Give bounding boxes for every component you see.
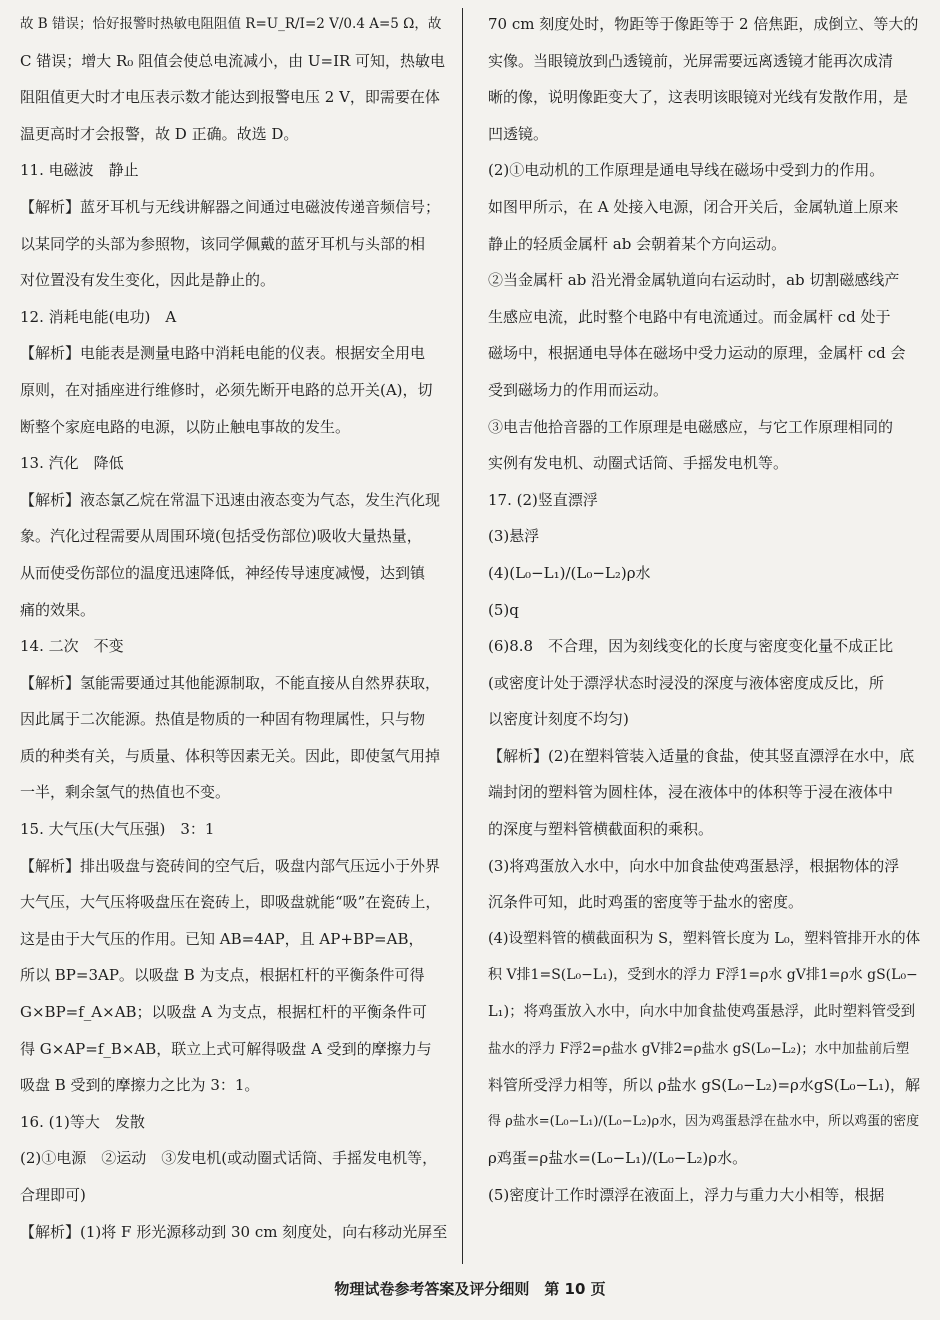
text-line: 质的种类有关，与质量、体积等因素无关。因此，即使氢气用掉 bbox=[20, 746, 441, 765]
text-line: 【解析】氢能需要通过其他能源制取，不能直接从自然界获取， bbox=[20, 673, 441, 692]
text-line: 实例有发电机、动圈式话筒、手摇发电机等。 bbox=[488, 454, 789, 473]
text-line: 以某同学的头部为参照物，该同学佩戴的蓝牙耳机与头部的相 bbox=[20, 234, 426, 253]
text-line: 这是由于大气压的作用。已知 AB=4AP，且 AP+BP=AB， bbox=[20, 929, 424, 948]
text-line: 一半，剩余氢气的热值也不变。 bbox=[20, 783, 231, 802]
text-line: ③电吉他拾音器的工作原理是电磁感应，与它工作原理相同的 bbox=[488, 417, 894, 436]
text-line: 14. 二次 不变 bbox=[20, 637, 124, 656]
text-line: 16. (1)等大 发散 bbox=[20, 1112, 145, 1131]
text-line: 温更高时才会报警，故 D 正确。故选 D。 bbox=[20, 124, 299, 143]
left-column bbox=[20, 6, 452, 1250]
text-line: 积 V排1=S(L₀−L₁)，受到水的浮力 F浮1=ρ水 gV排1=ρ水 gS(L₀− bbox=[488, 967, 918, 984]
text-line: 吸盘 B 受到的摩擦力之比为 3：1。 bbox=[20, 1076, 260, 1095]
text-line: 实像。当眼镜放到凸透镜前，光屏需要远离透镜才能再次成清 bbox=[488, 51, 894, 70]
text-line: 如图甲所示，在 A 处接入电源，闭合开关后，金属轨道上原来 bbox=[488, 197, 899, 216]
text-line: (4)(L₀−L₁)/(L₀−L₂)ρ水 bbox=[488, 563, 651, 582]
text-line: 因此属于二次能源。热值是物质的一种固有物理属性，只与物 bbox=[20, 710, 426, 729]
text-line: 17. (2)竖直漂浮 bbox=[488, 490, 598, 509]
text-line: 大气压，大气压将吸盘压在瓷砖上，即吸盘就能“吸”在瓷砖上， bbox=[20, 893, 441, 912]
text-line: 磁场中，根据通电导体在磁场中受力运动的原理，金属杆 cd 会 bbox=[488, 344, 906, 363]
text-line: 【解析】液态氯乙烷在常温下迅速由液态变为气态，发生汽化现 bbox=[20, 490, 441, 509]
text-line: 痛的效果。 bbox=[20, 600, 96, 619]
text-line: (5)密度计工作时漂浮在液面上，浮力与重力大小相等，根据 bbox=[488, 1186, 885, 1204]
text-line: (或密度计处于漂浮状态时浸没的深度与液体密度成反比，所 bbox=[488, 673, 884, 692]
text-line: 以密度计刻度不均匀) bbox=[488, 710, 629, 729]
column-divider bbox=[462, 8, 463, 1264]
text-line: 13. 汽化 降低 bbox=[20, 454, 124, 473]
text-line: 【解析】(1)将 F 形光源移动到 30 cm 刻度处，向右移动光屏至 bbox=[20, 1222, 448, 1241]
text-line: 的深度与塑料管横截面积的乘积。 bbox=[488, 820, 714, 839]
text-line: L₁)；将鸡蛋放入水中，向水中加食盐使鸡蛋悬浮，此时塑料管受到 bbox=[488, 1004, 916, 1021]
text-line: C 错误；增大 R₀ 阻值会使总电流减小，由 U=IR 可知，热敏电 bbox=[20, 51, 446, 70]
text-line: 故 B 错误；恰好报警时热敏电阻阻值 R=U_R/I=2 V/0.4 A=5 Ω，故 bbox=[20, 16, 442, 32]
text-line: ②当金属杆 ab 沿光滑金属轨道向右运动时，ab 切割磁感线产 bbox=[488, 271, 900, 290]
text-line: 沉条件可知，此时鸡蛋的密度等于盐水的密度。 bbox=[488, 893, 804, 912]
text-line: (5)q bbox=[488, 600, 519, 619]
text-line: (4)设塑料管的横截面积为 S，塑料管长度为 L₀，塑料管排开水的体 bbox=[488, 930, 921, 947]
text-line: 受到磁场力的作用而运动。 bbox=[488, 380, 669, 399]
text-line: (3)悬浮 bbox=[488, 527, 540, 546]
text-line: 料管所受浮力相等，所以 ρ盐水 gS(L₀−L₂)=ρ水gS(L₀−L₁)，解 bbox=[488, 1076, 920, 1095]
text-line: G×BP=f_A×AB；以吸盘 A 为支点，根据杠杆的平衡条件可 bbox=[20, 1003, 427, 1022]
text-line: 【解析】蓝牙耳机与无线讲解器之间通过电磁波传递音频信号； bbox=[20, 197, 441, 216]
text-line: 合理即可) bbox=[20, 1186, 86, 1204]
text-line: 11. 电磁波 静止 bbox=[20, 161, 139, 180]
text-line: 得 G×AP=f_B×AB，联立上式可解得吸盘 A 受到的摩擦力与 bbox=[20, 1039, 432, 1058]
text-line: 对位置没有发生变化，因此是静止的。 bbox=[20, 271, 276, 290]
text-line: 【解析】(2)在塑料管装入适量的食盐，使其竖直漂浮在水中，底 bbox=[488, 746, 915, 765]
text-line: (6)8.8 不合理，因为刻线变化的长度与密度变化量不成正比 bbox=[488, 637, 894, 656]
right-column bbox=[488, 6, 924, 1214]
text-line: 晰的像，说明像距变大了，这表明该眼镜对光线有发散作用，是 bbox=[488, 88, 909, 107]
text-line: 阻阻值更大时才电压表示数才能达到报警电压 2 V，即需要在体 bbox=[20, 88, 440, 107]
text-line: 断整个家庭电路的电源，以防止触电事故的发生。 bbox=[20, 417, 351, 436]
text-line: 象。汽化过程需要从周围环境(包括受伤部位)吸收大量热量， bbox=[20, 527, 422, 546]
text-line: 原则，在对插座进行维修时，必须先断开电路的总开关(A)，切 bbox=[20, 380, 433, 399]
text-line: 【解析】电能表是测量电路中消耗电能的仪表。根据安全用电 bbox=[20, 344, 426, 363]
text-line: (2)①电源 ②运动 ③发电机(或动圈式话筒、手摇发电机等， bbox=[20, 1149, 438, 1168]
text-line: 70 cm 刻度处时，物距等于像距等于 2 倍焦距，成倒立、等大的 bbox=[488, 15, 919, 33]
text-line: 所以 BP=3AP。以吸盘 B 为支点，根据杠杆的平衡条件可得 bbox=[20, 966, 425, 985]
text-line: 从而使受伤部位的温度迅速降低，神经传导速度减慢，达到镇 bbox=[20, 563, 426, 582]
text-line: 盐水的浮力 F浮2=ρ盐水 gV排2=ρ盐水 gS(L₀−L₂)；水中加盐前后塑 bbox=[488, 1040, 910, 1057]
page-footer: 物理试卷参考答案及评分细则 第 10 页 bbox=[334, 1280, 606, 1298]
text-line: 【解析】排出吸盘与瓷砖间的空气后，吸盘内部气压远小于外界 bbox=[20, 856, 441, 875]
text-line: 端封闭的塑料管为圆柱体，浸在液体中的体积等于浸在液体中 bbox=[488, 783, 894, 802]
text-line: 12. 消耗电能(电功) A bbox=[20, 307, 177, 326]
text-line: (2)①电动机的工作原理是通电导线在磁场中受到力的作用。 bbox=[488, 161, 885, 180]
text-line: (3)将鸡蛋放入水中，向水中加食盐使鸡蛋悬浮，根据物体的浮 bbox=[488, 856, 900, 875]
text-line: 静止的轻质金属杆 ab 会朝着某个方向运动。 bbox=[488, 234, 787, 253]
text-line: 凹透镜。 bbox=[488, 124, 549, 143]
text-line: ρ鸡蛋=ρ盐水=(L₀−L₁)/(L₀−L₂)ρ水。 bbox=[488, 1149, 748, 1168]
text-line: 得 ρ盐水=(L₀−L₁)/(L₀−L₂)ρ水，因为鸡蛋悬浮在盐水中，所以鸡蛋的密度 bbox=[488, 1113, 920, 1129]
text-line: 生感应电流，此时整个电路中有电流通过。而金属杆 cd 处于 bbox=[488, 307, 891, 326]
text-line: 15. 大气压(大气压强) 3：1 bbox=[20, 820, 215, 839]
